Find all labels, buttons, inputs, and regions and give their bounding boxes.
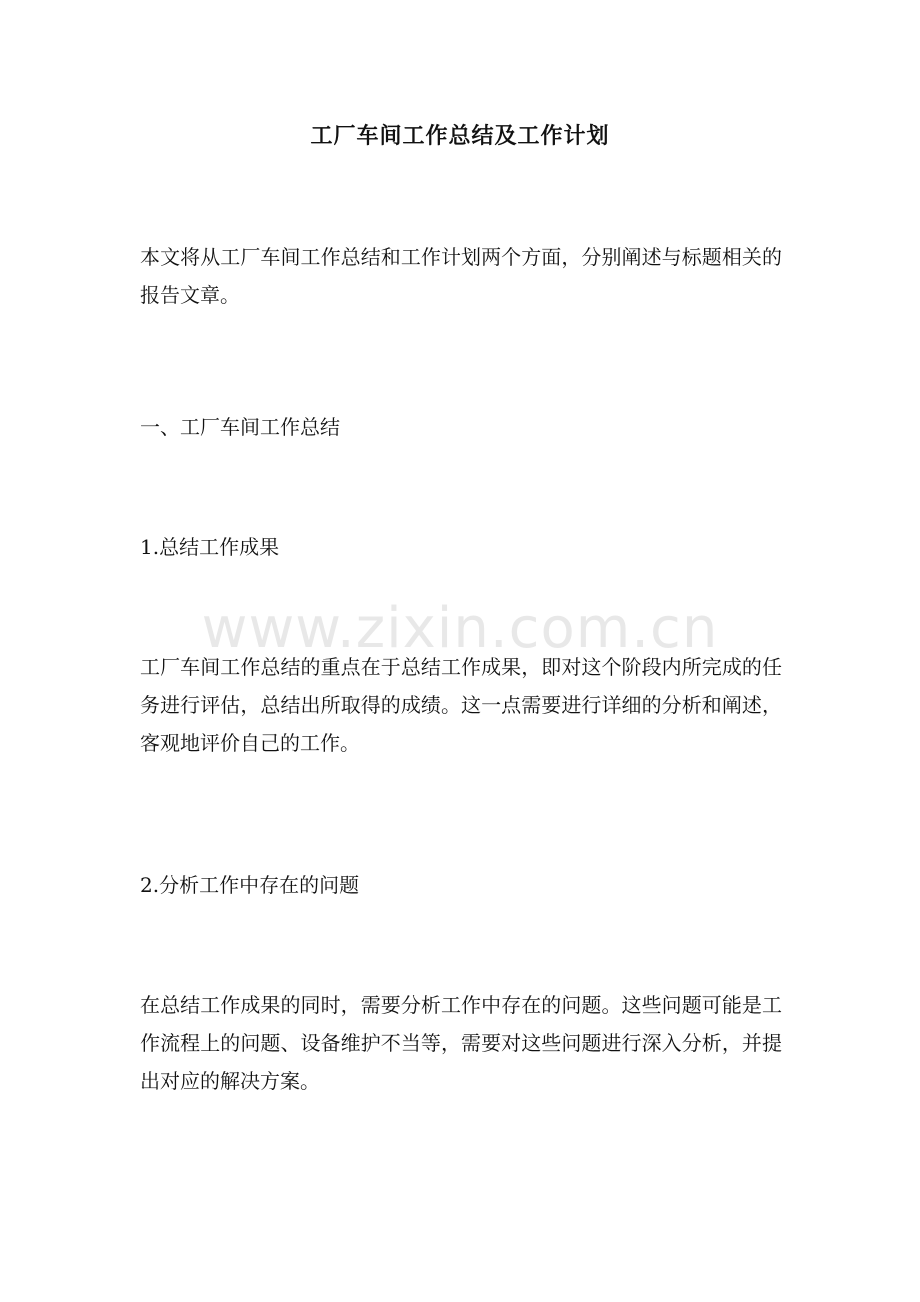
item-heading-problems: 2.分析工作中存在的问题 bbox=[140, 873, 360, 897]
item-heading-results: 1.总结工作成果 bbox=[140, 535, 280, 559]
section-heading-summary: 一、工厂车间工作总结 bbox=[140, 415, 340, 439]
item-body-results: 工厂车间工作总结的重点在于总结工作成果，即对这个阶段内所完成的任务进行评估，总结出所取得的成绩。这一点需要进行详细的分析和阐述，客观地评价自己的工作。 bbox=[140, 655, 782, 755]
intro-paragraph: 本文将从工厂车间工作总结和工作计划两个方面，分别阐述与标题相关的报告文章。 bbox=[140, 245, 782, 307]
item-body-problems: 在总结工作成果的同时，需要分析工作中存在的问题。这些问题可能是工作流程上的问题、设备维护不当等，需要对这些问题进行深入分析，并提出对应的解决方案。 bbox=[140, 993, 782, 1093]
document-title: 工厂车间工作总结及工作计划 bbox=[310, 123, 610, 149]
watermark: www.zixin.com.cn bbox=[201, 596, 719, 661]
